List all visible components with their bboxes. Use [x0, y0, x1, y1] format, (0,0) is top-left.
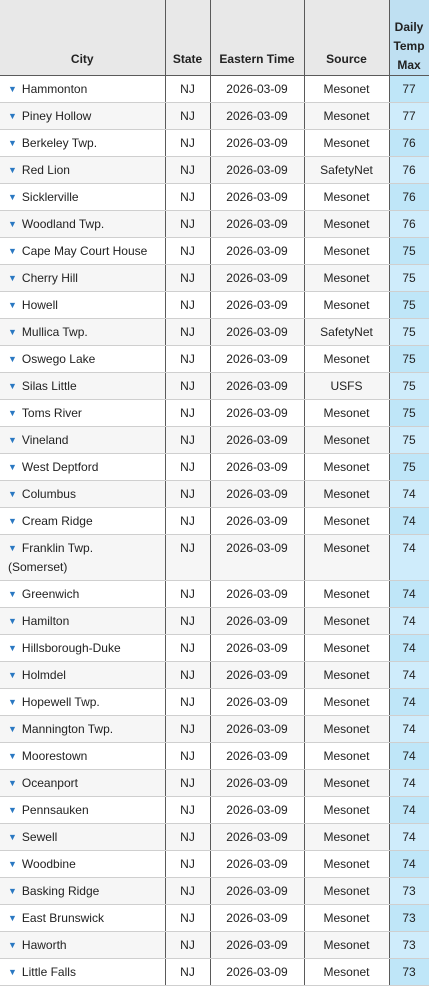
header-max-line3: Max — [397, 58, 421, 72]
city-name-line2: (Somerset) — [8, 560, 68, 574]
city-name: Greenwich — [21, 587, 80, 601]
cell-state: NJ — [165, 535, 210, 581]
cell-eastern-time: 2026-03-09 — [210, 76, 304, 103]
cell-eastern-time: 2026-03-09 — [210, 535, 304, 581]
city-name: Columbus — [21, 487, 76, 501]
cell-state: NJ — [165, 481, 210, 508]
triangle-down-icon[interactable]: ▼ — [8, 940, 17, 950]
cell-daily-temp-max: 75 — [389, 400, 429, 427]
cell-city[interactable] — [0, 743, 165, 770]
cell-source: Mesonet — [304, 689, 389, 716]
table-row[interactable] — [0, 770, 429, 797]
cell-eastern-time: 2026-03-09 — [210, 184, 304, 211]
cell-state: NJ — [165, 103, 210, 130]
cell-state: NJ — [165, 716, 210, 743]
cell-eastern-time: 2026-03-09 — [210, 427, 304, 454]
triangle-down-icon[interactable]: ▼ — [8, 138, 17, 148]
table-row[interactable] — [0, 157, 429, 184]
cell-daily-temp-max: 77 — [389, 103, 429, 130]
cell-state: NJ — [165, 211, 210, 238]
triangle-down-icon[interactable]: ▼ — [8, 724, 17, 734]
table-body — [0, 76, 429, 986]
triangle-down-icon[interactable]: ▼ — [8, 778, 17, 788]
cell-eastern-time: 2026-03-09 — [210, 824, 304, 851]
city-name: Holmdel — [21, 668, 66, 682]
cell-daily-temp-max: 73 — [389, 932, 429, 959]
column-header-daily-temp-max[interactable] — [389, 0, 429, 76]
city-name: Woodbine — [21, 857, 76, 871]
triangle-down-icon[interactable]: ▼ — [8, 886, 17, 896]
city-name: Hammonton — [21, 82, 88, 96]
table-row[interactable] — [0, 427, 429, 454]
cell-eastern-time: 2026-03-09 — [210, 508, 304, 535]
city-name: West Deptford — [21, 460, 99, 474]
table-row[interactable] — [0, 635, 429, 662]
cell-eastern-time: 2026-03-09 — [210, 292, 304, 319]
cell-source: Mesonet — [304, 76, 389, 103]
cell-city[interactable] — [0, 427, 165, 454]
cell-daily-temp-max: 73 — [389, 905, 429, 932]
cell-source: Mesonet — [304, 770, 389, 797]
city-name: Silas Little — [21, 379, 77, 393]
cell-source: Mesonet — [304, 932, 389, 959]
cell-source: Mesonet — [304, 878, 389, 905]
cell-eastern-time: 2026-03-09 — [210, 797, 304, 824]
cell-eastern-time: 2026-03-09 — [210, 103, 304, 130]
cell-city[interactable] — [0, 211, 165, 238]
cell-state: NJ — [165, 508, 210, 535]
cell-daily-temp-max: 74 — [389, 481, 429, 508]
triangle-down-icon[interactable]: ▼ — [8, 462, 17, 472]
cell-state: NJ — [165, 608, 210, 635]
table-row[interactable] — [0, 508, 429, 535]
triangle-down-icon[interactable]: ▼ — [8, 165, 17, 175]
triangle-down-icon[interactable]: ▼ — [8, 273, 17, 283]
cell-state: NJ — [165, 346, 210, 373]
table-row[interactable] — [0, 292, 429, 319]
table-row[interactable] — [0, 211, 429, 238]
cell-daily-temp-max: 75 — [389, 454, 429, 481]
table-row[interactable] — [0, 878, 429, 905]
cell-city[interactable] — [0, 184, 165, 211]
cell-daily-temp-max: 74 — [389, 689, 429, 716]
cell-city[interactable] — [0, 76, 165, 103]
cell-state: NJ — [165, 373, 210, 400]
table-row[interactable] — [0, 265, 429, 292]
cell-state: NJ — [165, 662, 210, 689]
cell-daily-temp-max: 75 — [389, 238, 429, 265]
city-name: Little Falls — [21, 965, 76, 979]
city-name: Hamilton — [21, 614, 70, 628]
cell-daily-temp-max: 75 — [389, 346, 429, 373]
cell-state: NJ — [165, 824, 210, 851]
cell-daily-temp-max: 74 — [389, 635, 429, 662]
table-row[interactable] — [0, 454, 429, 481]
cell-source: Mesonet — [304, 716, 389, 743]
cell-city[interactable] — [0, 454, 165, 481]
cell-source: Mesonet — [304, 851, 389, 878]
cell-source: SafetyNet — [304, 157, 389, 184]
cell-daily-temp-max: 73 — [389, 959, 429, 986]
cell-state: NJ — [165, 878, 210, 905]
cell-eastern-time: 2026-03-09 — [210, 689, 304, 716]
city-name: Howell — [21, 298, 58, 312]
cell-source: Mesonet — [304, 238, 389, 265]
cell-eastern-time: 2026-03-09 — [210, 959, 304, 986]
cell-daily-temp-max: 74 — [389, 508, 429, 535]
city-name: Vineland — [21, 433, 69, 447]
table-row[interactable] — [0, 932, 429, 959]
city-name: Oswego Lake — [21, 352, 96, 366]
cell-daily-temp-max: 74 — [389, 824, 429, 851]
city-name: Oceanport — [21, 776, 78, 790]
city-name: Hillsborough-Duke — [21, 641, 121, 655]
cell-state: NJ — [165, 797, 210, 824]
cell-city[interactable] — [0, 581, 165, 608]
cell-state: NJ — [165, 76, 210, 103]
cell-city[interactable] — [0, 851, 165, 878]
table-row[interactable] — [0, 346, 429, 373]
city-name: Haworth — [21, 938, 67, 952]
cell-city[interactable] — [0, 959, 165, 986]
cell-city[interactable] — [0, 319, 165, 346]
cell-eastern-time: 2026-03-09 — [210, 905, 304, 932]
cell-source: Mesonet — [304, 346, 389, 373]
triangle-down-icon[interactable]: ▼ — [8, 219, 17, 229]
table-row[interactable] — [0, 662, 429, 689]
cell-state: NJ — [165, 635, 210, 662]
cell-daily-temp-max: 75 — [389, 319, 429, 346]
triangle-down-icon[interactable]: ▼ — [8, 435, 17, 445]
cell-daily-temp-max: 75 — [389, 292, 429, 319]
table-row[interactable] — [0, 400, 429, 427]
cell-state: NJ — [165, 743, 210, 770]
cell-daily-temp-max: 74 — [389, 581, 429, 608]
table-row[interactable] — [0, 319, 429, 346]
table-row[interactable] — [0, 608, 429, 635]
cell-eastern-time: 2026-03-09 — [210, 130, 304, 157]
cell-source: Mesonet — [304, 905, 389, 932]
cell-eastern-time: 2026-03-09 — [210, 373, 304, 400]
cell-source: Mesonet — [304, 400, 389, 427]
cell-eastern-time: 2026-03-09 — [210, 319, 304, 346]
cell-city[interactable] — [0, 608, 165, 635]
column-header-state[interactable]: State — [165, 0, 210, 76]
city-name: Cream Ridge — [21, 514, 93, 528]
triangle-down-icon[interactable]: ▼ — [8, 84, 17, 94]
cell-daily-temp-max: 76 — [389, 184, 429, 211]
table-row[interactable] — [0, 689, 429, 716]
city-name: Franklin Twp. — [21, 541, 94, 555]
cell-city[interactable] — [0, 400, 165, 427]
cell-city[interactable] — [0, 535, 165, 581]
triangle-down-icon[interactable]: ▼ — [8, 643, 17, 653]
cell-source: Mesonet — [304, 292, 389, 319]
cell-eastern-time: 2026-03-09 — [210, 770, 304, 797]
cell-eastern-time: 2026-03-09 — [210, 581, 304, 608]
cell-source: Mesonet — [304, 824, 389, 851]
cell-eastern-time: 2026-03-09 — [210, 238, 304, 265]
cell-state: NJ — [165, 265, 210, 292]
cell-eastern-time: 2026-03-09 — [210, 878, 304, 905]
cell-city[interactable] — [0, 265, 165, 292]
cell-daily-temp-max: 76 — [389, 211, 429, 238]
cell-source: Mesonet — [304, 508, 389, 535]
table-row[interactable] — [0, 716, 429, 743]
cell-state: NJ — [165, 689, 210, 716]
city-name: Woodland Twp. — [21, 217, 105, 231]
triangle-down-icon[interactable]: ▼ — [8, 516, 17, 526]
triangle-down-icon[interactable]: ▼ — [8, 354, 17, 364]
cell-source: Mesonet — [304, 211, 389, 238]
city-name: Piney Hollow — [21, 109, 92, 123]
cell-daily-temp-max: 74 — [389, 797, 429, 824]
city-name: Pennsauken — [21, 803, 89, 817]
cell-daily-temp-max: 74 — [389, 851, 429, 878]
cell-source: Mesonet — [304, 184, 389, 211]
triangle-down-icon[interactable]: ▼ — [8, 616, 17, 626]
header-max-line1: Daily — [394, 20, 424, 34]
cell-eastern-time: 2026-03-09 — [210, 716, 304, 743]
cell-eastern-time: 2026-03-09 — [210, 743, 304, 770]
triangle-down-icon[interactable]: ▼ — [8, 913, 17, 923]
cell-eastern-time: 2026-03-09 — [210, 608, 304, 635]
table-row[interactable] — [0, 535, 429, 581]
cell-city[interactable] — [0, 373, 165, 400]
cell-daily-temp-max: 77 — [389, 76, 429, 103]
cell-source: Mesonet — [304, 535, 389, 581]
cell-source: Mesonet — [304, 635, 389, 662]
cell-source: Mesonet — [304, 581, 389, 608]
table-row[interactable] — [0, 824, 429, 851]
cell-daily-temp-max: 76 — [389, 157, 429, 184]
cell-city[interactable] — [0, 635, 165, 662]
triangle-down-icon[interactable]: ▼ — [8, 589, 17, 599]
city-name: East Brunswick — [21, 911, 104, 925]
cell-eastern-time: 2026-03-09 — [210, 157, 304, 184]
triangle-down-icon[interactable]: ▼ — [8, 859, 17, 869]
cell-source: Mesonet — [304, 427, 389, 454]
triangle-down-icon[interactable]: ▼ — [8, 246, 17, 256]
table-row[interactable] — [0, 184, 429, 211]
cell-eastern-time: 2026-03-09 — [210, 481, 304, 508]
cell-source: Mesonet — [304, 797, 389, 824]
city-name: Red Lion — [21, 163, 70, 177]
table-row[interactable] — [0, 581, 429, 608]
city-name: Mullica Twp. — [21, 325, 88, 339]
cell-state: NJ — [165, 319, 210, 346]
cell-city[interactable] — [0, 662, 165, 689]
cell-eastern-time: 2026-03-09 — [210, 851, 304, 878]
cell-state: NJ — [165, 851, 210, 878]
cell-state: NJ — [165, 400, 210, 427]
cell-daily-temp-max: 74 — [389, 770, 429, 797]
cell-city[interactable] — [0, 157, 165, 184]
cell-daily-temp-max: 75 — [389, 373, 429, 400]
cell-source: Mesonet — [304, 743, 389, 770]
cell-daily-temp-max: 74 — [389, 716, 429, 743]
cell-state: NJ — [165, 157, 210, 184]
cell-state: NJ — [165, 454, 210, 481]
cell-eastern-time: 2026-03-09 — [210, 265, 304, 292]
table-row[interactable] — [0, 103, 429, 130]
column-header-source[interactable]: Source — [304, 0, 389, 76]
cell-state: NJ — [165, 238, 210, 265]
cell-daily-temp-max: 75 — [389, 427, 429, 454]
cell-daily-temp-max: 76 — [389, 130, 429, 157]
cell-source: Mesonet — [304, 481, 389, 508]
table-row[interactable] — [0, 481, 429, 508]
cell-eastern-time: 2026-03-09 — [210, 635, 304, 662]
table-row[interactable] — [0, 76, 429, 103]
cell-city[interactable] — [0, 770, 165, 797]
cell-state: NJ — [165, 959, 210, 986]
cell-eastern-time: 2026-03-09 — [210, 346, 304, 373]
cell-city[interactable] — [0, 824, 165, 851]
triangle-down-icon[interactable]: ▼ — [8, 300, 17, 310]
triangle-down-icon[interactable]: ▼ — [8, 832, 17, 842]
city-name: Cape May Court House — [21, 244, 148, 258]
cell-city[interactable] — [0, 932, 165, 959]
city-name: Mannington Twp. — [21, 722, 114, 736]
triangle-down-icon[interactable]: ▼ — [8, 111, 17, 121]
city-name: Cherry Hill — [21, 271, 78, 285]
table-row[interactable] — [0, 905, 429, 932]
triangle-down-icon[interactable]: ▼ — [8, 967, 17, 977]
cell-source: Mesonet — [304, 959, 389, 986]
city-name: Hopewell Twp. — [21, 695, 100, 709]
cell-state: NJ — [165, 581, 210, 608]
cell-source: SafetyNet — [304, 319, 389, 346]
cell-source: Mesonet — [304, 103, 389, 130]
cell-daily-temp-max: 73 — [389, 878, 429, 905]
cell-city[interactable] — [0, 508, 165, 535]
cell-state: NJ — [165, 932, 210, 959]
header-max-line2: Temp — [393, 39, 425, 53]
table-row[interactable] — [0, 797, 429, 824]
cell-eastern-time: 2026-03-09 — [210, 454, 304, 481]
table-row[interactable] — [0, 130, 429, 157]
cell-city[interactable] — [0, 905, 165, 932]
cell-eastern-time: 2026-03-09 — [210, 400, 304, 427]
cell-source: Mesonet — [304, 454, 389, 481]
table-row[interactable] — [0, 238, 429, 265]
cell-source: Mesonet — [304, 265, 389, 292]
cell-city[interactable] — [0, 797, 165, 824]
city-name: Sicklerville — [21, 190, 79, 204]
cell-daily-temp-max: 74 — [389, 743, 429, 770]
triangle-down-icon[interactable]: ▼ — [8, 408, 17, 418]
cell-state: NJ — [165, 427, 210, 454]
table-row[interactable] — [0, 373, 429, 400]
table-row[interactable] — [0, 959, 429, 986]
cell-eastern-time: 2026-03-09 — [210, 932, 304, 959]
city-name: Toms River — [21, 406, 82, 420]
cell-source: Mesonet — [304, 608, 389, 635]
cell-eastern-time: 2026-03-09 — [210, 662, 304, 689]
cell-city[interactable] — [0, 716, 165, 743]
column-header-eastern-time[interactable]: Eastern Time — [210, 0, 304, 76]
header-row — [0, 0, 429, 76]
cell-state: NJ — [165, 184, 210, 211]
table-row[interactable] — [0, 743, 429, 770]
cell-source: Mesonet — [304, 130, 389, 157]
cell-city[interactable] — [0, 238, 165, 265]
table-row[interactable] — [0, 851, 429, 878]
cell-city[interactable] — [0, 689, 165, 716]
cell-city[interactable] — [0, 103, 165, 130]
triangle-down-icon[interactable]: ▼ — [8, 327, 17, 337]
triangle-down-icon[interactable]: ▼ — [8, 381, 17, 391]
cell-daily-temp-max: 74 — [389, 662, 429, 689]
cell-daily-temp-max: 74 — [389, 535, 429, 581]
cell-state: NJ — [165, 770, 210, 797]
cell-eastern-time: 2026-03-09 — [210, 211, 304, 238]
cell-source: Mesonet — [304, 662, 389, 689]
cell-city[interactable] — [0, 878, 165, 905]
cell-source: USFS — [304, 373, 389, 400]
triangle-down-icon[interactable]: ▼ — [8, 670, 17, 680]
cell-state: NJ — [165, 130, 210, 157]
triangle-down-icon[interactable]: ▼ — [8, 751, 17, 761]
cell-city[interactable] — [0, 346, 165, 373]
cell-city[interactable] — [0, 481, 165, 508]
triangle-down-icon[interactable]: ▼ — [8, 805, 17, 815]
cell-daily-temp-max: 75 — [389, 265, 429, 292]
city-name: Basking Ridge — [21, 884, 100, 898]
city-name: Sewell — [21, 830, 58, 844]
triangle-down-icon[interactable]: ▼ — [8, 543, 17, 553]
cell-state: NJ — [165, 905, 210, 932]
city-name: Moorestown — [21, 749, 88, 763]
triangle-down-icon[interactable]: ▼ — [8, 489, 17, 499]
column-header-city[interactable]: City — [0, 0, 165, 76]
city-name: Berkeley Twp. — [21, 136, 98, 150]
cell-city[interactable] — [0, 130, 165, 157]
cell-state: NJ — [165, 292, 210, 319]
triangle-down-icon[interactable]: ▼ — [8, 697, 17, 707]
cell-city[interactable] — [0, 292, 165, 319]
triangle-down-icon[interactable]: ▼ — [8, 192, 17, 202]
cell-daily-temp-max: 74 — [389, 608, 429, 635]
